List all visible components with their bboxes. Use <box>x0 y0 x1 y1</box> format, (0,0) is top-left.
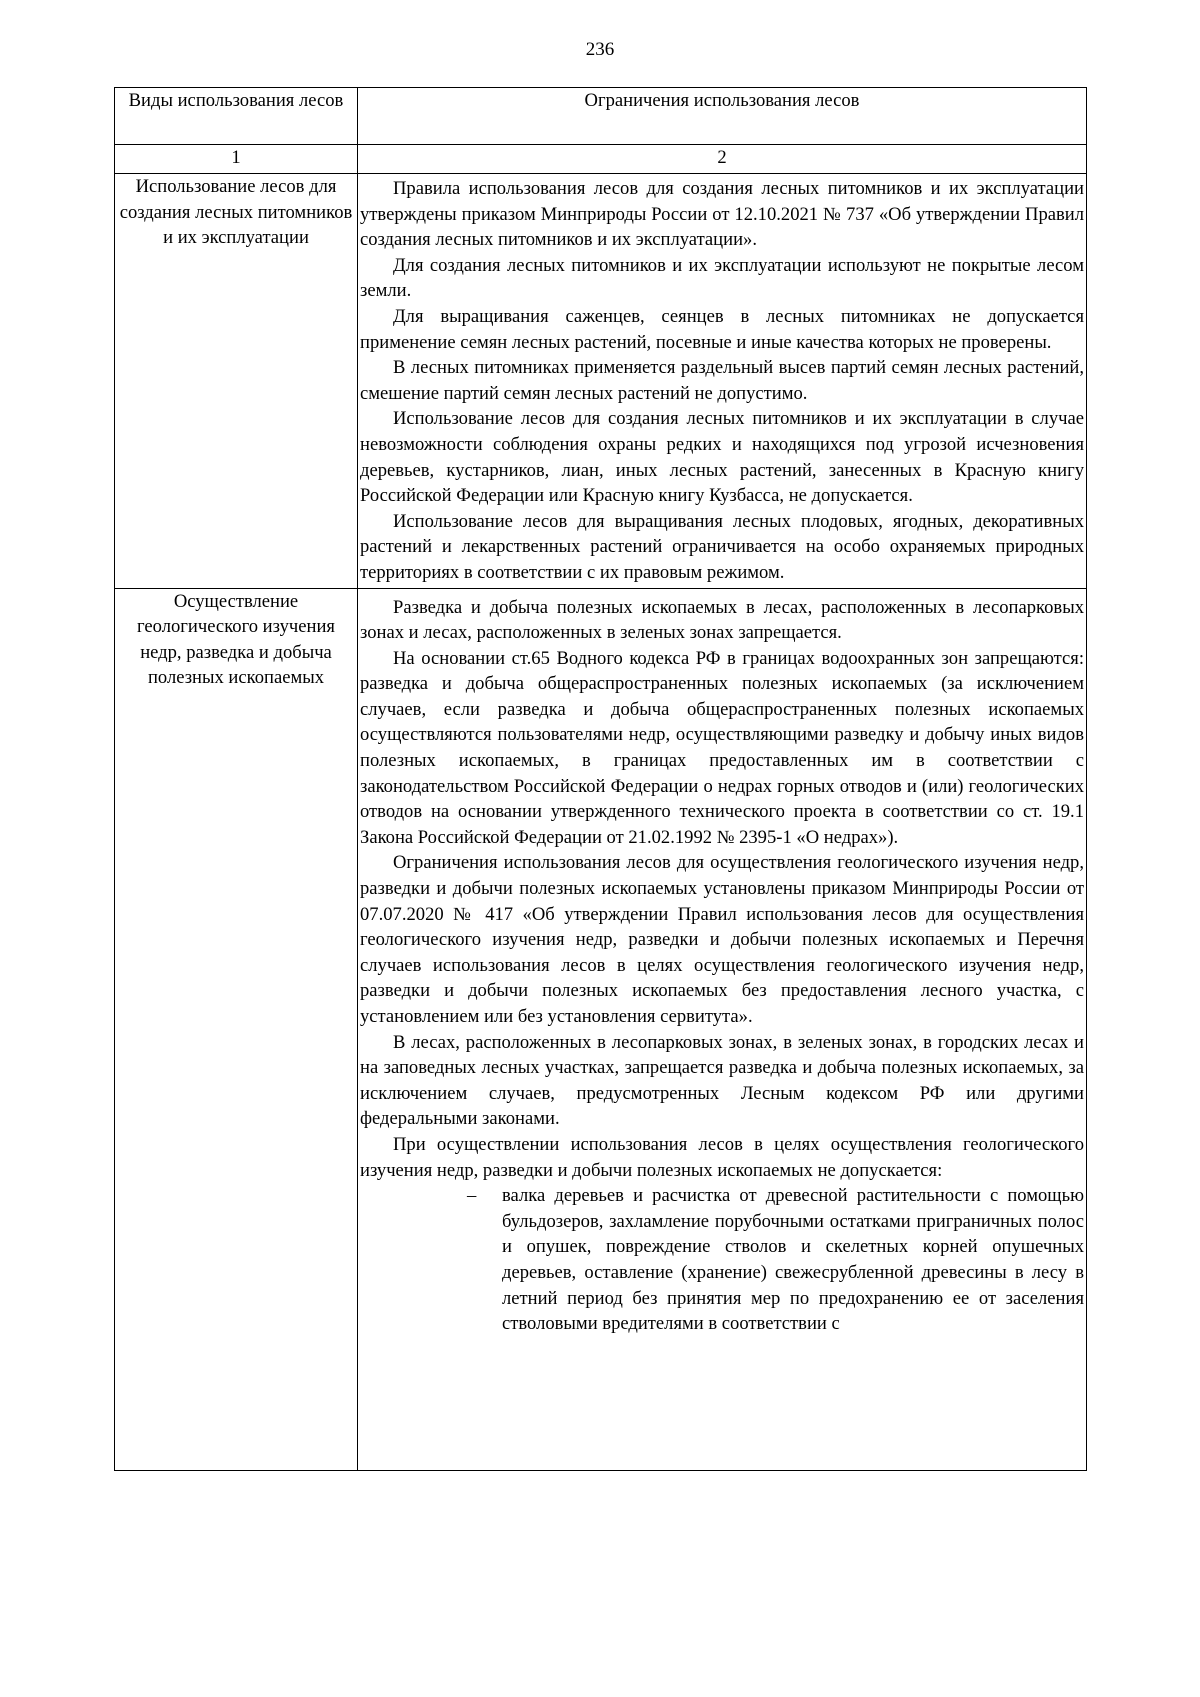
use-type-cell <box>115 588 358 1470</box>
table-row <box>115 174 1087 589</box>
restriction-paragraph: При осуществлении использования лесов в целях осуществления геологического изучения недр, разведки и добычи полезных ископаемых не допускается: <box>360 1133 1084 1181</box>
restriction-paragraph: Для выращивания саженцев, сеянцев в лесных питомниках не допускается применение семян лесных растений, посевные и иные качества которых не проверены. <box>360 305 1084 353</box>
use-type-cell <box>115 174 358 589</box>
list-item-text: валка деревьев и расчистка от древесной растительности с помощью бульдозеров, захламление порубочными остатками приграничных полос и опушек, повреждение стволов и скелетных корней опушечных деревьев, оставление (хранение) свежесрубленной древесины в лесу в летний период без принятия мер по предохранению ее от заселения стволовыми вредителями в соответствии с <box>502 1185 1084 1335</box>
column-number-row <box>115 145 1087 174</box>
dash-bullet: – <box>467 1185 477 1207</box>
use-type-text: Использование лесов для создания лесных питомников и их эксплуатации <box>119 176 353 249</box>
restriction-paragraph: Правила использования лесов для создания лесных питомников и их эксплуатации утверждены приказом Минприроды России от 12.10.2021 № 737 «Об утверждении Правил создания лесных питомников и их эксплуатации». <box>360 178 1084 251</box>
column-number-1: 1 <box>115 145 358 174</box>
header-cell-restrictions: Ограничения использования лесов <box>358 88 1087 145</box>
header-cell-use-types: Виды использования лесов <box>115 88 358 145</box>
restrictions-cell <box>358 174 1087 589</box>
restriction-paragraph: Использование лесов для выращивания лесных плодовых, ягодных, декоративных растений и лекарственных растений ограничивается на особо охраняемых природных территориях в соответствии с их правовым режимом. <box>360 510 1084 583</box>
restriction-paragraph: Для создания лесных питомников и их эксплуатации используют не покрытые лесом земли. <box>360 254 1084 302</box>
restrictions-cell <box>358 588 1087 1470</box>
restriction-paragraph: Ограничения использования лесов для осуществления геологического изучения недр, разведки и добычи полезных ископаемых установлены приказом Минприроды России от 07.07.2020 № 417 «Об утверждении Правил использования лесов для осуществления геологического изучения недр, разведки и добычи полезных ископаемых и Перечня случаев использования лесов в целях осуществления геологического изучения недр, разведки и добычи полезных ископаемых без предоставления лесного участка, с установлением или без установления сервитута». <box>360 852 1084 1027</box>
restriction-paragraph: В лесах, расположенных в лесопарковых зонах, в зеленых зонах, в городских лесах и на заповедных лесных участках, запрещается разведка и добыча полезных ископаемых, за исключением случаев, предусмотренных Лесным кодексом РФ или другими федеральными законами. <box>360 1031 1084 1130</box>
restriction-paragraph: На основании ст.65 Водного кодекса РФ в границах водоохранных зон запрещаются: разведка и добыча общераспространенных полезных ископаемых (за исключением случаев, если разведка и добыча общераспространенных полезных ископаемых осуществляются пользователями недр, осуществляющими разведку и добычу иных видов полезных ископаемых, в границах предоставленных им в соответствии с законодательством Российской Федерации о недрах горных отводов и (или) геологических отводов на основании утвержденного технического проекта в соответствии со ст. 19.1 Закона Российской Федерации от 21.02.1992 № 2395-1 «О недрах»). <box>360 647 1084 848</box>
restriction-paragraph: В лесных питомниках применяется раздельный высев партий семян лесных растений, смешение партий семян лесных растений не допустимо. <box>360 357 1084 404</box>
table-row <box>115 588 1087 1470</box>
restriction-paragraph: Использование лесов для создания лесных питомников и их эксплуатации в случае невозможности соблюдения охраны редких и находящихся под угрозой исчезновения деревьев, кустарников, лиан, иных лесных растений, занесенных в Красную книгу Российской Федерации или Красную книгу Кузбасса, не допускается. <box>360 408 1084 507</box>
forest-use-restrictions-table <box>114 87 1087 1471</box>
column-number-2: 2 <box>358 145 1087 174</box>
list-item <box>467 1183 1084 1337</box>
page-number: 236 <box>585 39 615 60</box>
restriction-paragraph: Разведка и добыча полезных ископаемых в лесах, расположенных в лесопарковых зонах и лесах, расположенных в зеленых зонах запрещается. <box>360 596 1084 644</box>
use-type-text: Осуществление геологического изучения недр, разведка и добыча полезных ископаемых <box>137 590 335 689</box>
table-header-row <box>115 88 1087 145</box>
